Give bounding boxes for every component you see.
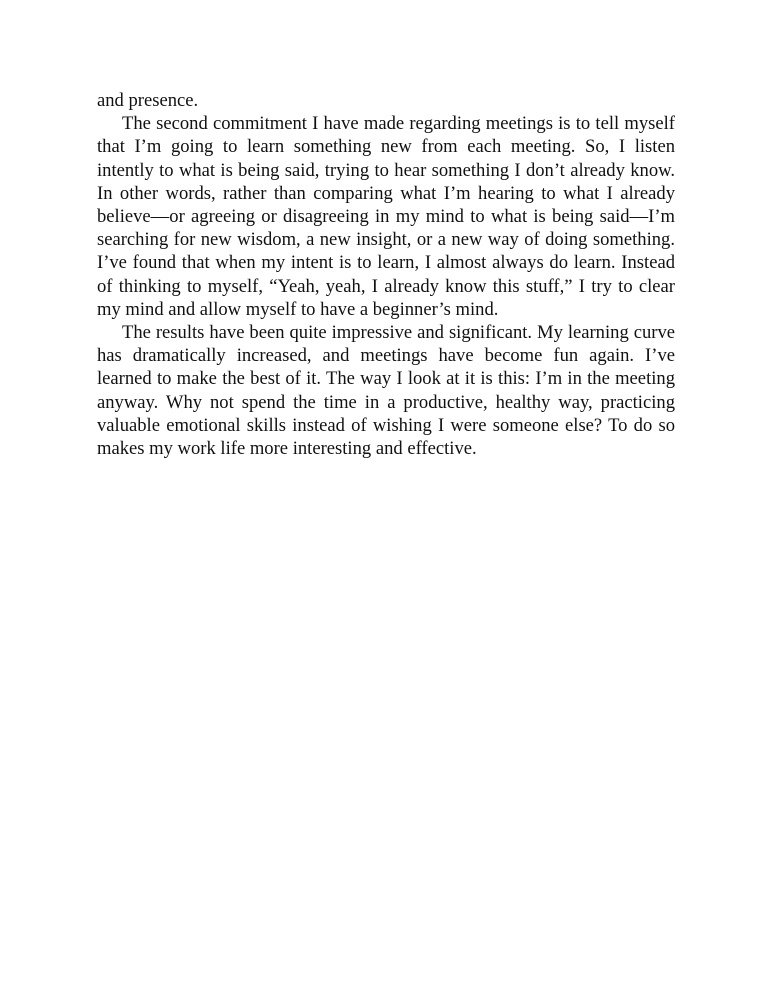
paragraph-results: The results have been quite impressive and significant. My learning curve has dramatically increased, and meetings have become fun again. I’ve learned to make the best of it. The way I look at it is this: I’m in the meeting anyway. Why not spend the time in a productive, healthy way, practicing valuable emotional skills instead of wishing I were someone else? To do so makes my work life more interesting and effective. — [97, 322, 675, 460]
paragraph-second-commitment: The second commitment I have made regarding meetings is to tell myself that I’m going to learn something new from each meeting. So, I listen intently to what is being said, trying to hear something I don’t already know. In other words, rather than comparing what I’m hearing to what I already believe—or agreeing or disagreeing in my mind to what is being said—I’m searching for new wisdom, a new insight, or a new way of doing something. I’ve found that when my intent is to learn, I almost always do learn. Instead of thinking to myself, “Yeah, yeah, I already know this stuff,” I try to clear my mind and allow myself to have a beginner’s mind. — [97, 113, 675, 320]
body-text — [97, 89, 675, 460]
paragraph-continuation: and presence. — [97, 90, 199, 111]
